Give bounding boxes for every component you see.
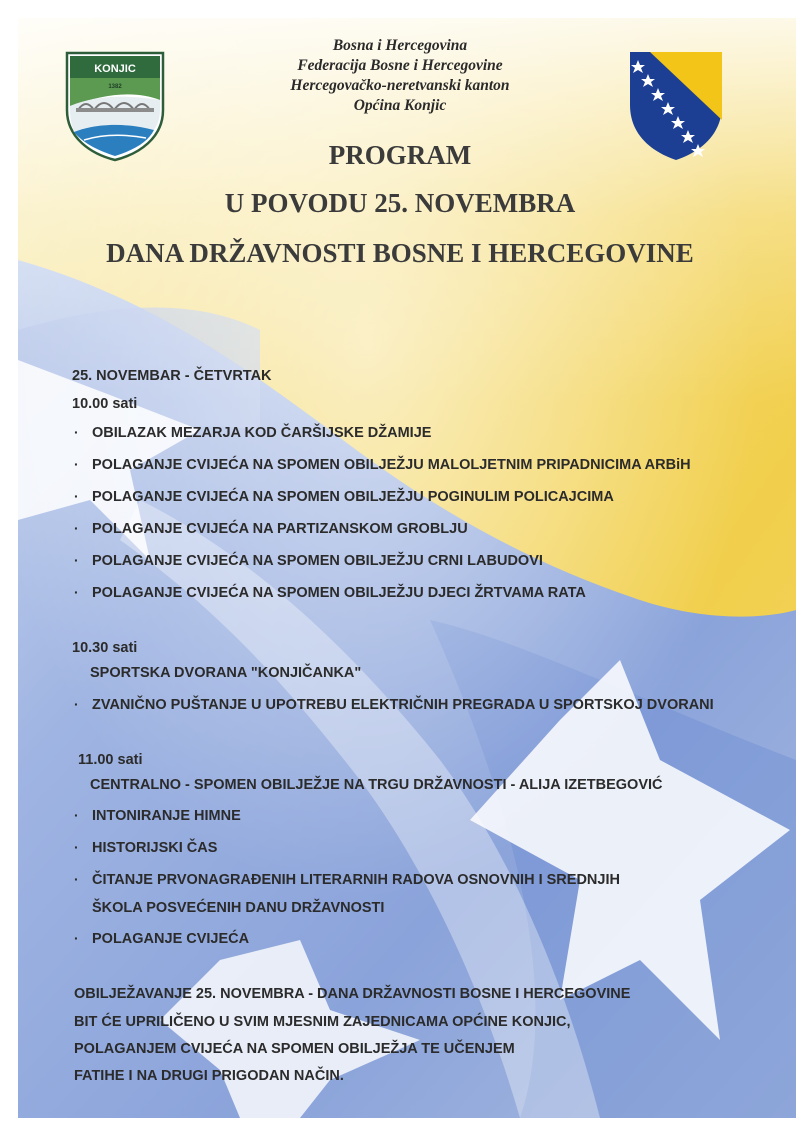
footer-line-2: BIT ĆE UPRILIČENO U SVIM MJESNIM ZAJEDNICAMA OPĆINE KONJIC, xyxy=(74,1014,571,1030)
section1-item-1: OBILAZAK MEZARJA KOD ČARŠIJSKE DŽAMIJE xyxy=(92,425,432,441)
section3-location: CENTRALNO - SPOMEN OBILJEŽJE NA TRGU DRŽAVNOSTI - ALIJA IZETBEGOVIĆ xyxy=(90,777,663,793)
section1-time: 10.00 sati xyxy=(72,396,138,412)
logo-year: 1382 xyxy=(108,84,122,90)
bullet-icon: · xyxy=(74,930,79,946)
header-line-municipality: Općina Konjic xyxy=(353,97,447,114)
program-day: 25. NOVEMBAR - ČETVRTAK xyxy=(72,368,272,384)
section3-item-1: INTONIRANJE HIMNE xyxy=(92,808,241,824)
section1-item-6: POLAGANJE CVIJEĆA NA SPOMEN OBILJEŽJU DJECI ŽRTVAMA RATA xyxy=(92,585,586,601)
bullet-icon: · xyxy=(74,696,79,712)
section1-item-2: POLAGANJE CVIJEĆA NA SPOMEN OBILJEŽJU MALOLJETNIM PRIPADNICIMA ARBiH xyxy=(92,457,691,473)
section2-location: SPORTSKA DVORANA "KONJIČANKA" xyxy=(90,665,362,681)
footer-line-4: FATIHE I NA DRUGI PRIGODAN NAČIN. xyxy=(74,1068,344,1084)
logo-text: KONJIC xyxy=(94,63,136,75)
section1-item-3: POLAGANJE CVIJEĆA NA SPOMEN OBILJEŽJU POGINULIM POLICAJCIMA xyxy=(92,489,614,505)
footer-line-3: POLAGANJEM CVIJEĆA NA SPOMEN OBILJEŽJA TE UČENJEM xyxy=(74,1041,515,1057)
section3-time: 11.00 sati xyxy=(78,752,143,768)
header-line-canton: Hercegovačko-neretvanski kanton xyxy=(290,77,510,94)
bullet-icon: · xyxy=(74,807,79,823)
section1-item-4: POLAGANJE CVIJEĆA NA PARTIZANSKOM GROBLJU xyxy=(92,521,468,537)
section2-item-1: ZVANIČNO PUŠTANJE U UPOTREBU ELEKTRIČNIH PREGRADA U SPORTSKOJ DVORANI xyxy=(92,697,714,713)
footer-line-1: OBILJEŽAVANJE 25. NOVEMBRA - DANA DRŽAVNOSTI BOSNE I HERCEGOVINE xyxy=(74,986,631,1002)
bullet-icon: · xyxy=(74,456,79,472)
bullet-icon: · xyxy=(74,552,79,568)
section3-item-3: ČITANJE PRVONAGRAĐENIH LITERARNIH RADOVA OSNOVNIH I SREDNJIH xyxy=(92,872,620,888)
section1-item-5: POLAGANJE CVIJEĆA NA SPOMEN OBILJEŽJU CRNI LABUDOVI xyxy=(92,553,543,569)
title-program: PROGRAM xyxy=(328,140,472,170)
title-occasion: U POVODU 25. NOVEMBRA xyxy=(224,188,576,218)
bullet-icon: · xyxy=(74,584,79,600)
bullet-icon: · xyxy=(74,839,79,855)
bullet-icon: · xyxy=(74,871,79,887)
header-line-country: Bosna i Hercegovina xyxy=(332,37,468,54)
title-statehood-day: DANA DRŽAVNOSTI BOSNE I HERCEGOVINE xyxy=(106,238,694,268)
section3-item-3-continued: ŠKOLA POSVEĆENIH DANU DRŽAVNOSTI xyxy=(92,900,385,916)
section2-time: 10.30 sati xyxy=(72,640,138,656)
bullet-icon: · xyxy=(74,424,79,440)
header-institutions xyxy=(220,36,580,116)
bullet-icon: · xyxy=(74,520,79,536)
bullet-icon: · xyxy=(74,488,79,504)
section3-item-2: HISTORIJSKI ČAS xyxy=(92,840,218,856)
header-line-federation: Federacija Bosne i Hercegovine xyxy=(297,57,503,74)
section3-item-4: POLAGANJE CVIJEĆA xyxy=(92,931,250,947)
